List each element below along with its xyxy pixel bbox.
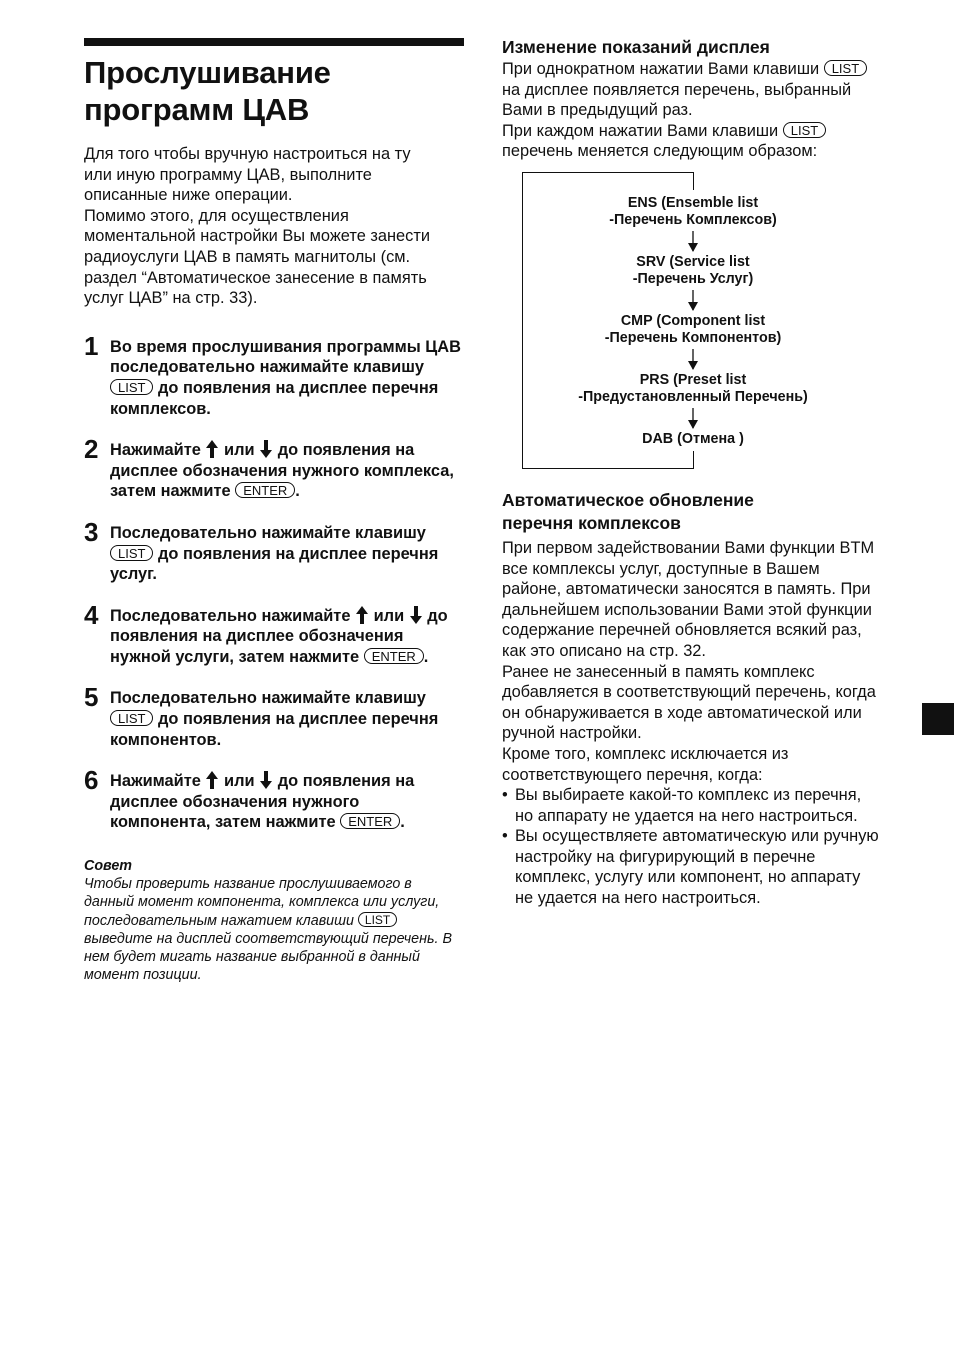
paragraph-text: на дисплее появляется перечень, выбранный Вами в предыдущий раз. [502, 80, 852, 120]
tip-block [84, 857, 464, 984]
step-number: 4 [84, 599, 99, 630]
intro-line: услуг ЦАВ” на стр. 33). [84, 289, 258, 308]
steps-list [84, 330, 464, 833]
step-2 [84, 434, 464, 502]
step-number: 1 [84, 330, 99, 361]
list-key-label: LIST [110, 710, 153, 726]
step-text-part: Последовательно нажимайте клавишу [110, 523, 426, 542]
step-text-part: . [423, 647, 429, 666]
intro-line: или иную программу ЦАВ, выполните [84, 165, 372, 184]
step-text-part: или [224, 441, 255, 460]
intro-line: раздел “Автоматическое занесение в память [84, 268, 427, 287]
arrow-down-icon [409, 606, 423, 624]
step-text-part: или [224, 772, 255, 791]
arrow-up-icon [355, 606, 369, 624]
enter-key-label: ENTER [340, 813, 400, 829]
list-cycle-diagram [522, 172, 808, 469]
section-tab-marker [922, 703, 954, 735]
step-text-part: Нажимайте [110, 441, 201, 460]
left-column [84, 38, 464, 984]
diagram-stub-bottom [693, 451, 694, 469]
step-text-part: . [295, 482, 300, 501]
paragraph-text: перечень меняется следующим образом: [502, 142, 818, 161]
step-5 [84, 682, 464, 750]
intro-paragraph [84, 144, 464, 309]
paragraph-text: При первом задействовании Вами функции BTM все комплексы услуг, доступные в Вашем районе, автоматически заносятся в память. При дальнейшем использовании Вами этой функции содержание перечней обновляется всякий раз, как это описано на стр. 32. [502, 538, 875, 660]
step-text-part: до появления на дисплее обозначения нужного компонента, затем нажмите [110, 772, 415, 832]
step-text [110, 771, 464, 833]
step-1 [84, 330, 464, 419]
step-text [110, 440, 464, 502]
diagram-stub-top [693, 172, 694, 190]
diagram-node-prs [533, 372, 853, 406]
step-text-part: до появления на дисплее обозначения нужного комплекса, затем нажмите [110, 441, 454, 501]
intro-line: радиоуслуги ЦАВ в память магнитолы (см. [84, 247, 411, 266]
intro-line: Помимо этого, для осуществления [84, 206, 349, 225]
step-text-part: до появления на дисплее перечня услуг. [110, 544, 439, 584]
paragraph-text: Ранее не занесенный в память комплекс добавляется в соответствующий перечень, когда он обнаруживается в ходе автоматической или ручной настройки. [502, 662, 876, 743]
diagram-node-line: CMP (Component list [620, 312, 766, 329]
step-text-part: до появления на дисплее обозначения нужной услуги, затем нажмите [110, 606, 448, 666]
diagram-node-line: -Перечень Услуг) [632, 270, 754, 287]
step-text-part: Нажимайте [110, 772, 201, 791]
list-item: • Вы выбираете какой-то комплекс из перечня, но аппарату не удается на него настроиться. [502, 785, 882, 826]
step-text [110, 688, 464, 750]
diagram-node-line: -Перечень Комплексов) [609, 211, 777, 228]
list-item: • Вы осуществляете автоматическую или ручную настройку на фигурирующий в перечне комплекс, услугу или компонент, но аппарату не удается на него настроиться. [502, 826, 882, 908]
diagram-node-dab [533, 431, 853, 448]
diagram-node-ens [533, 195, 853, 229]
diagram-node-line: PRS (Preset list [639, 371, 747, 388]
intro-line: описанные ниже операции. [84, 186, 293, 205]
step-text-part: или [373, 606, 405, 625]
step-3 [84, 516, 464, 585]
section-heading-display [502, 36, 882, 59]
page-title-line: Прослушивание [84, 55, 331, 90]
arrow-up-icon [205, 771, 219, 789]
list-key-label: LIST [110, 545, 153, 561]
paragraph-text: При однократном нажатии Вами клавиши [502, 60, 820, 78]
step-text [110, 337, 464, 419]
step-text-part: . [400, 813, 405, 832]
arrow-down-icon [686, 349, 700, 370]
step-number: 5 [84, 682, 99, 713]
right-column [502, 36, 882, 909]
diagram-node-line: DAB (Отмена ) [642, 430, 744, 447]
page-title-line: программ ЦАВ [84, 92, 310, 127]
section-heading-auto-update [502, 489, 882, 535]
auto-update-paragraph [502, 538, 882, 785]
tip-text: выведите на дисплей соответствующий перечень. В нем будет мигать название выбранной в данный момент позиции. [84, 930, 452, 984]
list-key-label: LIST [824, 60, 867, 76]
step-text-part: до появления на дисплее перечня комплексов. [110, 378, 439, 418]
paragraph-text: Кроме того, комплекс исключается из соответствующего перечня, когда: [502, 744, 789, 784]
list-key-label: LIST [358, 912, 397, 927]
step-number: 3 [84, 516, 99, 547]
arrow-down-icon [686, 290, 700, 311]
step-number: 2 [84, 434, 99, 465]
intro-line: моментальной настройки Вы можете занести [84, 227, 431, 246]
enter-key-label: ENTER [235, 482, 295, 498]
paragraph-text: При каждом нажатии Вами клавиши [502, 121, 779, 140]
diagram-node-srv [533, 254, 853, 288]
enter-key-label: ENTER [364, 648, 424, 664]
list-key-label: LIST [110, 379, 153, 395]
arrow-down-icon [686, 231, 700, 252]
diagram-node-line: -Предустановленный Перечень) [578, 388, 808, 405]
step-text-part: до появления на дисплее перечня компонентов. [110, 710, 439, 749]
display-paragraph [502, 59, 882, 162]
tip-text: Чтобы проверить название прослушиваемого в данный момент компонента, комплекса или услуги, последовательным нажатием клавиши [84, 876, 440, 929]
section-heading-line: перечня комплексов [502, 512, 681, 533]
diagram-node-line: ENS (Ensemble list [627, 194, 759, 211]
step-number: 6 [84, 765, 99, 796]
step-4 [84, 599, 464, 668]
step-text [110, 606, 464, 668]
section-heading-line: Изменение показаний дисплея [502, 37, 770, 57]
exclusion-list [502, 785, 882, 909]
title-rule [84, 38, 464, 46]
step-6 [84, 765, 464, 833]
arrow-down-icon [259, 440, 273, 458]
list-key-label: LIST [783, 122, 826, 138]
section-heading-line: Автоматическое обновление [502, 489, 754, 510]
arrow-up-icon [205, 440, 219, 458]
step-text [110, 523, 464, 585]
diagram-node-line: -Перечень Компонентов) [604, 329, 782, 346]
page-title [84, 54, 464, 128]
step-text-part: Последовательно нажимайте клавишу [110, 689, 426, 708]
step-text-part: Во время прослушивания программы ЦАВ последовательно нажимайте клавишу [110, 337, 461, 377]
step-text-part: Последовательно нажимайте [110, 606, 351, 625]
arrow-down-icon [686, 408, 700, 429]
diagram-node-cmp [533, 313, 853, 347]
intro-line: Для того чтобы вручную настроиться на ту [84, 145, 411, 163]
arrow-down-icon [259, 771, 273, 789]
diagram-node-line: SRV (Service list [636, 253, 750, 270]
tip-title: Совет [84, 858, 133, 875]
